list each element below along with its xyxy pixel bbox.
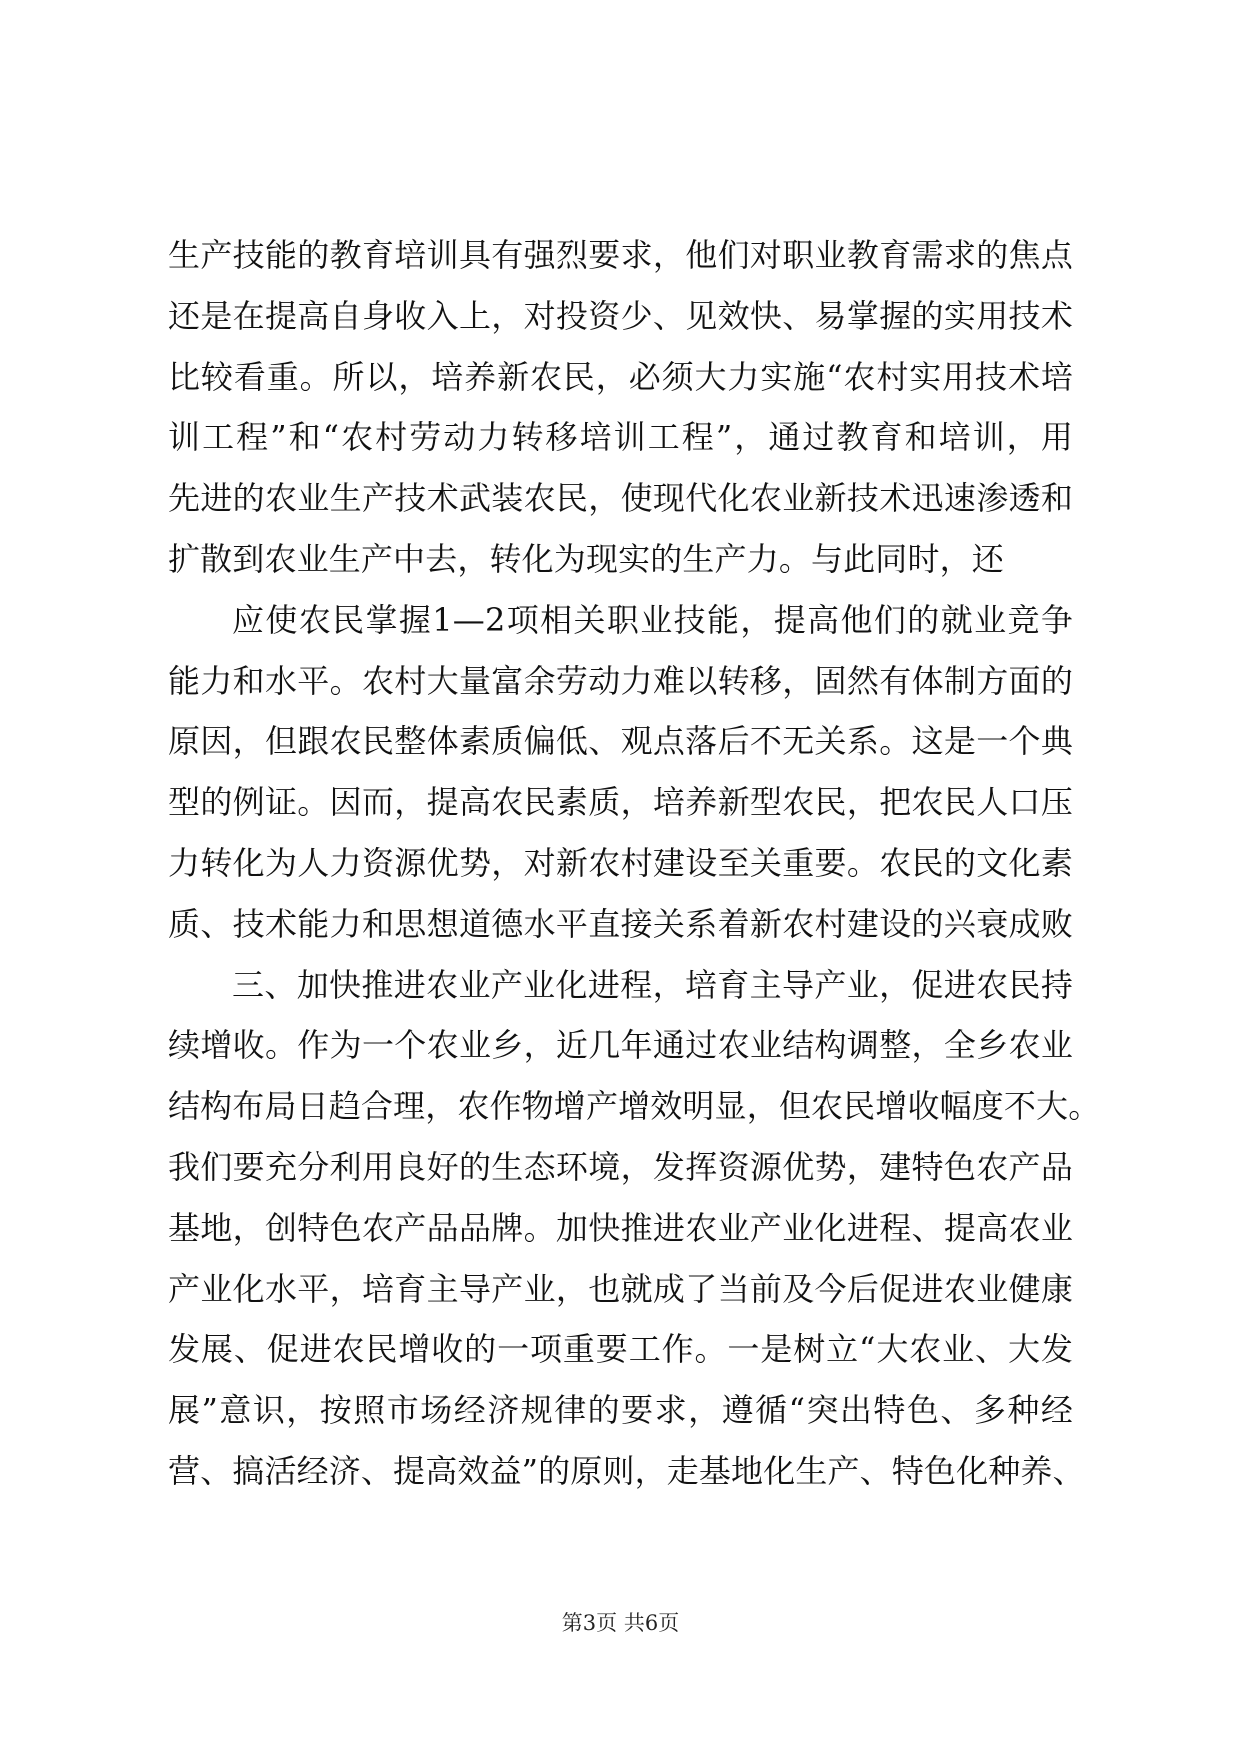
text-line: 结构布局日趋合理，农作物增产增效明显，但农民增收幅度不大。 (168, 1087, 1101, 1126)
text-line: 型的例证。因而，提高农民素质，培养新型农民，把农民人口压 (168, 783, 1073, 822)
text-line: 扩散到农业生产中去，转化为现实的生产力。与此同时，还 (168, 539, 1004, 578)
text-line: 续增收。作为一个农业乡，近几年通过农业结构调整，全乡农业 (168, 1026, 1073, 1065)
text-line: 营、搞活经济、提高效益”的原则，走基地化生产、特色化种养、 (168, 1451, 1085, 1490)
text-line: 还是在提高自身收入上，对投资少、见效快、易掌握的实用技术 (168, 296, 1073, 335)
text-line: 质、技术能力和思想道德水平直接关系着新农村建设的兴衰成败 (168, 904, 1073, 943)
text-line: 我们要充分利用良好的生态环境，发挥资源优势，建特色农产品 (168, 1147, 1073, 1186)
body-text (168, 225, 1101, 1502)
text-line: 展”意识，按照市场经济规律的要求，遵循“突出特色、多种经 (168, 1391, 1073, 1430)
text-line-paragraph-start: 三、加快推进农业产业化进程，培育主导产业，促进农民持 (232, 965, 1073, 1004)
text-line: 训工程”和“农村劳动力转移培训工程”，通过教育和培训，用 (168, 418, 1073, 457)
text-line-paragraph-start: 应使农民掌握1—2项相关职业技能，提高他们的就业竞争 (232, 600, 1073, 639)
text-line: 能力和水平。农村大量富余劳动力难以转移，固然有体制方面的 (168, 661, 1073, 700)
text-line: 原因，但跟农民整体素质偏低、观点落后不无关系。这是一个典 (168, 722, 1073, 761)
page-number-footer: 第3页 共6页 (561, 1611, 680, 1635)
text-line: 发展、促进农民增收的一项重要工作。一是树立“大农业、大发 (168, 1330, 1073, 1369)
text-line: 生产技能的教育培训具有强烈要求，他们对职业教育需求的焦点 (168, 236, 1073, 274)
text-line: 力转化为人力资源优势，对新农村建设至关重要。农民的文化素 (168, 843, 1073, 882)
text-line: 产业化水平，培育主导产业，也就成了当前及今后促进农业健康 (168, 1269, 1073, 1308)
text-line: 基地，创特色农产品品牌。加快推进农业产业化进程、提高农业 (168, 1208, 1073, 1247)
text-line: 比较看重。所以，培养新农民，必须大力实施“农村实用技术培 (168, 357, 1073, 396)
text-line: 先进的农业生产技术武装农民，使现代化农业新技术迅速渗透和 (168, 479, 1073, 518)
